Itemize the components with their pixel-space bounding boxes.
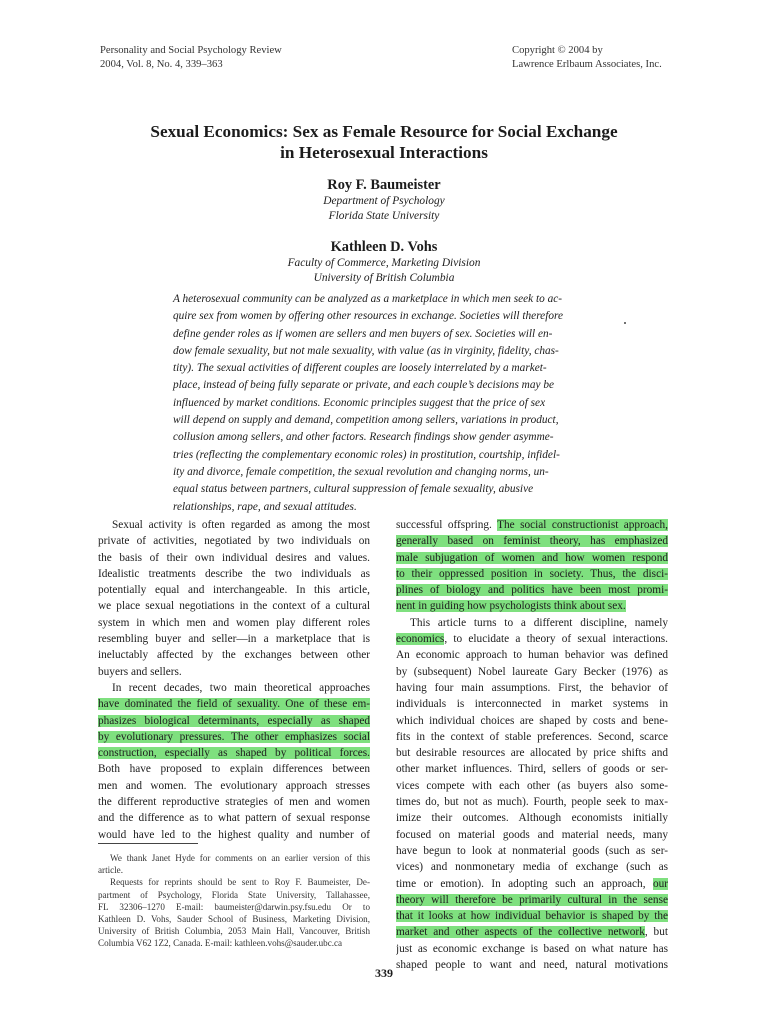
text-line (396, 680, 668, 696)
journal-name: Personality and Social Psychology Review (100, 45, 282, 56)
journal-volume: 2004, Vol. 8, No. 4, 339–363 (100, 59, 223, 70)
text-line (396, 615, 668, 631)
text-line (396, 827, 668, 843)
line-text: In recent decades, two main theoretical approaches (112, 681, 370, 694)
footnote-line: Kathleen D. Vohs, Sauder School of Business, Marketing Division, (98, 913, 370, 924)
highlighted-text: plines of biology and politics have been most promi- (396, 584, 668, 597)
text-line (396, 647, 668, 663)
text-line (98, 598, 370, 614)
line-text: have begun to look at nonmaterial goods (such as ser- (396, 844, 668, 857)
article-title (60, 121, 708, 163)
footnote-line: FL 32306–1270 E-mail: baumeister@darwin.psy.fsu.edu Or to (98, 901, 370, 912)
line-text: time or emotion). In adopting such an approach, (396, 877, 653, 890)
line-text: times do, but not as much). Fourth, people seek to max- (396, 796, 668, 809)
line-text: fits in the context of stable preferences. Second, scarce (396, 730, 668, 743)
text-line (98, 533, 370, 549)
text-line (98, 517, 370, 533)
line-text: focused on material goods and material needs, many (396, 828, 668, 841)
line-text: Idealistic treatments describe the two individuals as (98, 567, 370, 580)
highlighted-text: phasizes biological determinants, especially as shaped (98, 714, 370, 727)
text-line (396, 859, 668, 875)
line-text: potentially equal and interchangeable. In this article, (98, 584, 370, 597)
footnote-line: article. (98, 865, 123, 876)
text-line (98, 745, 370, 761)
abstract-line: dow female sexuality, but not male sexuality, with value (as in virginity, fidelity, chas- (173, 344, 559, 357)
author-block-2 (60, 238, 708, 286)
line-text: vices) and nonmonetary media of exchange (such as (396, 861, 668, 874)
text-line (396, 631, 668, 647)
highlighted-text: economics (396, 633, 445, 646)
page-number: 339 (375, 966, 393, 980)
text-line (396, 664, 668, 680)
abstract-line: tity). The sexual activities of different couples are loosely interrelated by a market- (173, 362, 547, 375)
line-text: , to elucidate a theory of sexual interactions. (444, 633, 668, 646)
text-line (396, 696, 668, 712)
text-line (396, 713, 668, 729)
line-text: , but (644, 926, 668, 939)
author-department: Faculty of Commerce, Marketing Division (287, 257, 481, 269)
text-line (396, 941, 668, 957)
highlighted-text: nent in guiding how psychologists think about sex. (396, 600, 626, 613)
text-line (396, 908, 668, 924)
text-line (396, 550, 668, 566)
text-line (396, 876, 668, 892)
author-institution: Florida State University (328, 210, 440, 222)
highlighted-text: to their oppressed position in society. Thus, the disci- (396, 567, 668, 580)
text-line (396, 598, 668, 614)
abstract (173, 291, 613, 516)
text-line (396, 761, 668, 777)
abstract-line: equal status between partners, cultural suppression of female sexuality, abusive (173, 483, 534, 496)
abstract-line: influenced by market conditions. Economic principles suggest that the price of sex (173, 396, 546, 409)
author-name: Kathleen D. Vohs (330, 239, 438, 255)
text-line (396, 843, 668, 859)
highlighted-text: by evolutionary pressures. The other emphasizes social (98, 730, 370, 743)
line-text: An economic approach to human behavior was defined (396, 649, 668, 662)
author-department: Department of Psychology (323, 195, 445, 207)
highlighted-text: our (652, 877, 668, 890)
line-text: would have led to the highest quality and number of (98, 828, 370, 841)
line-text: individuals is interconnected in market systems in (396, 698, 668, 711)
text-line (396, 810, 668, 826)
text-line (98, 778, 370, 794)
copyright-line: Copyright © 2004 by (512, 45, 603, 56)
highlighted-text: theory will therefore be primarily cultural in the sense (396, 893, 668, 906)
line-text: Both have proposed to explain differences between (98, 763, 370, 776)
highlighted-text: generally based on feminist theory, has emphasized (396, 535, 668, 548)
footnote-line: partment of Psychology, Florida State University, Tallahassee, (98, 889, 370, 900)
footnote-line: University of British Columbia, 2053 Main Hall, Vancouver, British (98, 926, 370, 937)
text-line (98, 810, 370, 826)
text-line (396, 924, 668, 940)
footnote-rule (98, 843, 198, 844)
abstract-line: relationships, rape, and sexual attitudes. (173, 500, 357, 513)
highlighted-text: The social constructionist approach, (497, 519, 668, 531)
footnote-line: We thank Janet Hyde for comments on an earlier version of this (110, 853, 370, 863)
text-line (98, 631, 370, 647)
abstract-line: quire sex from women by offering other resources in exchange. Societies will therefore (173, 310, 563, 323)
footnote-line: Requests for reprints should be sent to Roy F. Baumeister, De- (110, 877, 370, 888)
highlighted-text: that it looks at how individual behavior is shaped by the (396, 910, 668, 923)
text-line (98, 550, 370, 566)
line-text: but desirable resources are allocated by price shifts and (396, 747, 668, 760)
highlighted-text: have dominated the field of sexuality. One of these em- (98, 698, 370, 711)
line-text: by (subsequent) Nobel laureate Gary Becker (1976) as (396, 665, 668, 678)
line-text: the different reproductive strategies of men and women (98, 796, 370, 809)
text-line (396, 582, 668, 598)
text-line (396, 745, 668, 761)
text-line (98, 566, 370, 582)
abstract-line: collusion among sellers, and other factors. Research findings show gender asymme- (173, 431, 554, 444)
text-line (396, 729, 668, 745)
title-line-2: in Heterosexual Interactions (280, 143, 488, 162)
author-institution: University of British Columbia (313, 272, 455, 284)
line-text: men and women. The evolutionary approach stresses (98, 779, 370, 792)
line-text: the basis of their own individual desires and values. (98, 551, 370, 564)
abstract-line: place, instead of being fully separate or private, and each couple’s decisions may be (173, 379, 554, 392)
footnote-line: Columbia V62 1Z2, Canada. E-mail: kathleen.vohs@sauder.ubc.ca (98, 938, 343, 949)
line-text: resembling buyer and seller—in a marketplace that is (98, 633, 370, 646)
abstract-line: A heterosexual community can be analyzed as a marketplace in which men seek to ac- (173, 293, 563, 305)
text-line (98, 680, 370, 696)
text-line (396, 892, 668, 908)
text-line (98, 696, 370, 712)
line-text: we place sexual negotiations in the context of a cultural (98, 600, 370, 613)
stray-mark (624, 322, 626, 324)
line-text: Sexual activity is often regarded as among the most (112, 519, 370, 531)
line-text: vices compete with each other (as buyers also some- (396, 779, 668, 792)
line-text: This article turns to a different discipline, namely (410, 616, 668, 629)
left-column (98, 517, 370, 843)
text-line (396, 566, 668, 582)
text-line (396, 794, 668, 810)
text-line (98, 713, 370, 729)
highlighted-text: construction, especially as shaped by political forces. (98, 747, 370, 760)
author-block-1 (60, 176, 708, 224)
footnotes (98, 852, 370, 950)
text-line (98, 794, 370, 810)
abstract-line: define gender roles as if women are sellers and men buyers of sex. Societies will en- (173, 327, 553, 340)
abstract-line: tries (reflecting the complementary economic roles) in prostitution, courtship, infidel- (173, 448, 560, 461)
text-line (98, 615, 370, 631)
text-line (396, 778, 668, 794)
author-name: Roy F. Baumeister (327, 177, 441, 193)
line-text: shaped people to want and need, natural motivations (396, 959, 668, 972)
right-column (396, 517, 668, 973)
abstract-line: ity and divorce, female competition, the sexual revolution and changing norms, un- (173, 465, 549, 478)
line-text: buyers and sellers. (98, 665, 182, 678)
running-header-left (100, 44, 282, 72)
text-line (98, 582, 370, 598)
text-line (98, 647, 370, 663)
line-text: just as economic exchange is based on what nature has (396, 942, 668, 955)
line-text: private of activities, negotiated by two individuals on (98, 535, 370, 548)
running-header-right (512, 44, 662, 72)
line-text: and the difference as to what pattern of sexual response (98, 812, 370, 825)
text-line (98, 827, 370, 843)
abstract-line: will depend on supply and demand, competition among sellers, variations in product, (173, 414, 559, 427)
highlighted-text: market and other aspects of the collective network (396, 926, 645, 939)
line-text: ineluctably affected by the exchanges between other (98, 649, 370, 662)
text-line (98, 729, 370, 745)
title-line-1: Sexual Economics: Sex as Female Resource for Social Exchange (150, 122, 618, 141)
text-line (98, 664, 370, 680)
text-line (396, 517, 668, 533)
text-line (396, 533, 668, 549)
publisher-line: Lawrence Erlbaum Associates, Inc. (512, 59, 662, 70)
line-text: other market influences. Third, sellers of goods or ser- (396, 763, 668, 776)
line-text: which individual choices are shaped by costs and bene- (396, 714, 668, 727)
text-line (98, 761, 370, 777)
line-text: having four main assumptions. First, the behavior of (396, 681, 668, 694)
line-text: successful offspring. (396, 519, 498, 531)
line-text: imize their outcomes. Although economists initially (396, 812, 668, 825)
highlighted-text: male subjugation of women and how women respond (396, 551, 668, 564)
line-text: system in which men and women play different roles (98, 616, 370, 629)
